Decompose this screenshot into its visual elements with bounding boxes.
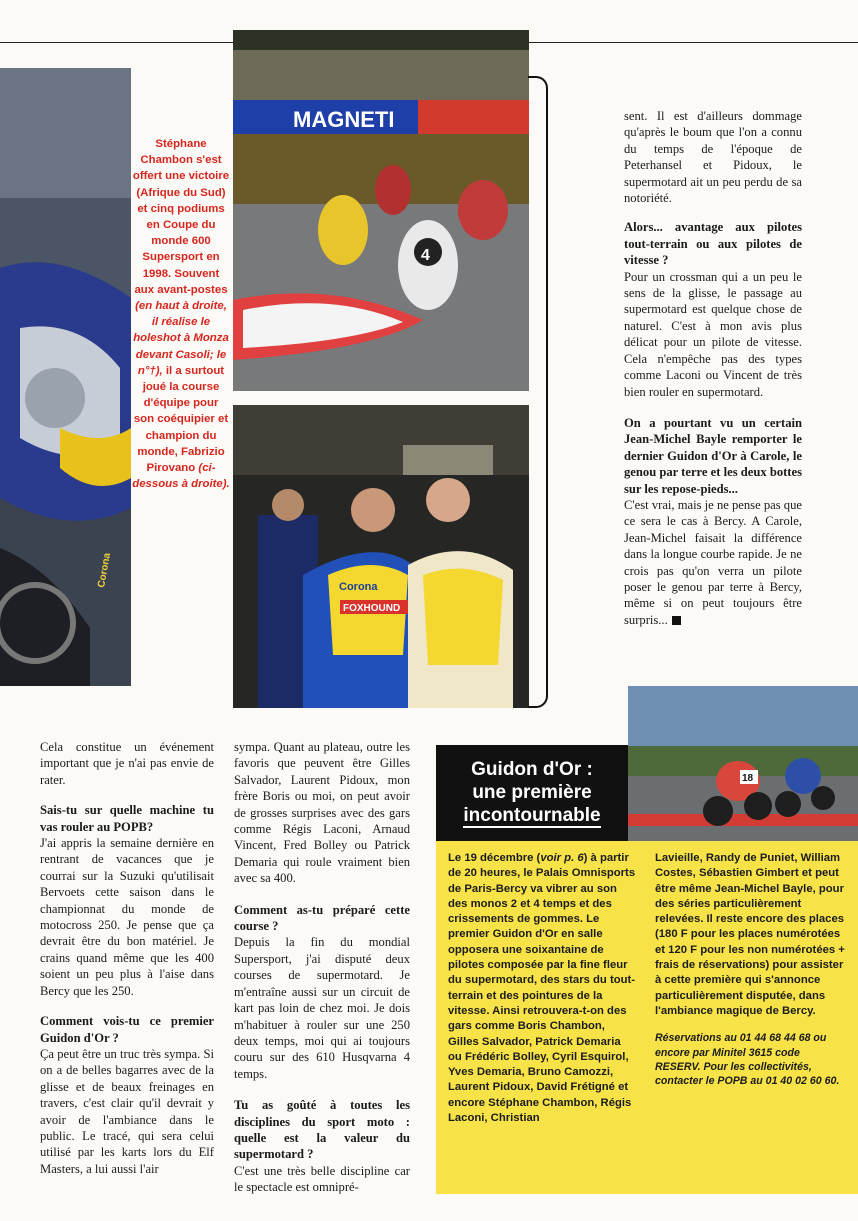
answer: C'est une très belle discipline car le spectacle est omnipré- <box>234 1163 410 1195</box>
rider-sponsor-text: FOXHOUND <box>343 603 401 614</box>
info-box <box>436 841 858 1194</box>
paragraph: sent. Il est d'ailleurs dommage qu'après le boum que l'on a connu du temps de l'époque de Peterhansel et Pidoux, le supermotard ait un peu perdu de sa notoriété. <box>624 109 802 206</box>
column-2 <box>234 739 410 1196</box>
info-paragraph: Lavieille, Randy de Puniet, William Costes, Sébastien Gimbert et peut être même Jean-Michel Bayle, pour des séries particulièrement relevées. Il reste encore des places (180 F pour les places numérotées et 120 F pour les non numérotées + frais de réservations) pour assister à cette première qui s'annonce particulièrement disputée, dans l'ambiance magique de Bercy. <box>655 852 845 1017</box>
question: On a pourtant vu un certain Jean-Michel Bayle remporter le dernier Guidon d'Or à Carole, le genou par terre et les deux bottes sur les repose-pieds... <box>624 415 802 496</box>
photo-supermotard <box>628 686 858 841</box>
column-1 <box>40 739 214 1177</box>
question: Alors... avantage aux pilotes tout-terrain ou aux pilotes de vitesse ? <box>624 220 802 268</box>
photo-race-monza <box>233 30 529 391</box>
box-title-line-1: Guidon d'Or : <box>471 759 593 780</box>
box-title-line-3: incontournable <box>463 805 601 826</box>
box-title <box>436 745 628 841</box>
info-paragraph <box>448 851 636 1126</box>
info-date-text: Le 19 décembre ( <box>448 852 541 864</box>
answer: Ça peut être un truc très sympa. Si on a de belles bagarres avec de la glisse et de beaux freinages en travers, c'est clair qu'il devrait y avoir de l'ambiance dans le public. Le tracé, qui sera celui utilisé par les karts lors du Elf Masters, a lui aussi l'air <box>40 1046 214 1176</box>
page-ref: voir p. 6 <box>540 852 584 864</box>
answer: J'ai appris la semaine dernière en rentrant de vacances que je courrai sur la Suzuki qu'utilisait Bervoets cette saison dans le championnat du monde de motocross 250. Je pense que ça devrait être du bon matériel. Je crains quand même que les 400 soient un peu plus à l'aise dans Bercy que les 250. <box>40 836 214 998</box>
end-mark-icon <box>672 616 681 625</box>
banner-text: MAGNETI <box>293 107 395 132</box>
question: Comment as-tu préparé cette course ? <box>234 902 410 934</box>
photo-bracket <box>528 76 548 708</box>
bike-number: 4 <box>421 247 430 264</box>
bike-sponsor-text: Corona <box>96 552 114 589</box>
answer-text: C'est vrai, mais je ne pense pas que ce sera le cas à Bercy. A Carole, Jean-Michel faisait la différence dans la longue courbe rapide. Je ne crois pas qu'on verra un pilote poser le genou par terre à Bercy, même si on peut toujours être surpris... <box>624 497 802 627</box>
caption-part-4: (ci-dessous à droite). <box>132 462 230 491</box>
question: Sais-tu sur quelle machine tu vas rouler au POPB? <box>40 803 214 834</box>
info-body-text: ) à partir de 20 heures, le Palais Omnisports de Paris-Bercy va vibrer au son des monos 2 et 4 temps et des crissements de gommes. Le premier Guidon d'Or en salle opposera une soixantaine de pilotes composée par la fine fleur du supermotard, des stars du tout-terrain et des pointures de la vitesse. Ainsi retrouvera-t-on des gars comme Boris Chambon, Gilles Salvador, Patrick Demaria ou Frédéric Bolley, Cyril Esquirol, Yves Demaria, Bruno Camozzi, Laurent Pidoux, David Frétigné et encore Stéphane Chambon, Régis Laconi, Christian <box>448 852 636 1125</box>
photo-motorcycle-detail <box>0 68 131 686</box>
right-column <box>624 108 802 628</box>
small-bike-number: 18 <box>742 773 754 784</box>
answer: Depuis la fin du mondial Supersport, j'ai disputé deux courses de supermotard. Je m'entraîne aussi sur un circuit de kart pas loin de chez moi. Je dois m'habituer à rouler sur une 250 deux temps, moi qui ai toujours couru sur des 610 Husqvarna 4 temps. <box>234 935 410 1081</box>
photo-riders-portrait <box>233 405 529 708</box>
caption-part-2: (en haut à droite, il réalise le holeshot à Monza devant Casoli; le n°†), <box>133 300 229 377</box>
question: Comment vois-tu ce premier Guidon d'Or ? <box>40 1014 214 1045</box>
caption-part-3: il a surtout joué la course d'équipe pour son coéquipier et champion du monde, Fabrizio Pirovano <box>133 364 229 475</box>
caption-part-1: Stéphane Chambon s'est offert une victoire (Afrique du Sud) et cinq podiums en Coupe du monde 600 Supersport en 1998. Souvent aux avant-postes <box>132 138 230 296</box>
answer: Pour un crossman qui a un peu le sens de la glisse, le passage au supermotard est quelque chose de naturel. C'est à mon avis plus délicat pour un pilote de vitesse. Cela n'empêche pas des types comme Laconi ou Vincent de très bien rouler en supermotard. <box>624 269 802 399</box>
box-title-line-2: une première <box>472 782 592 803</box>
paragraph: sympa. Quant au plateau, outre les favoris que peuvent être Gilles Salvador, Laurent Pidoux, mon frère Boris ou moi, on peut avoir de grosses surprises avec des gars comme Régis Laconi, Arnaud Vincent, Fred Bolley ou Patrick Demaria qui roule vraiment bien avec sa 400. <box>234 740 410 886</box>
info-box-left <box>448 851 636 1126</box>
photo-caption <box>132 136 230 492</box>
paragraph: Cela constitue un événement important que je n'ai pas envie de rater. <box>40 740 214 787</box>
answer <box>624 497 802 628</box>
rider-brand-text: Corona <box>339 581 378 593</box>
reservation-info: Réservations au 01 44 68 44 68 ou encore par Minitel 3615 code RESERV. Pour les collectivités, contacter le POPB au 01 40 02 60 60. <box>655 1032 840 1088</box>
info-box-right <box>655 851 845 1088</box>
question: Tu as goûté à toutes les disciplines du sport moto : quelle est la valeur du supermotard ? <box>234 1098 410 1162</box>
